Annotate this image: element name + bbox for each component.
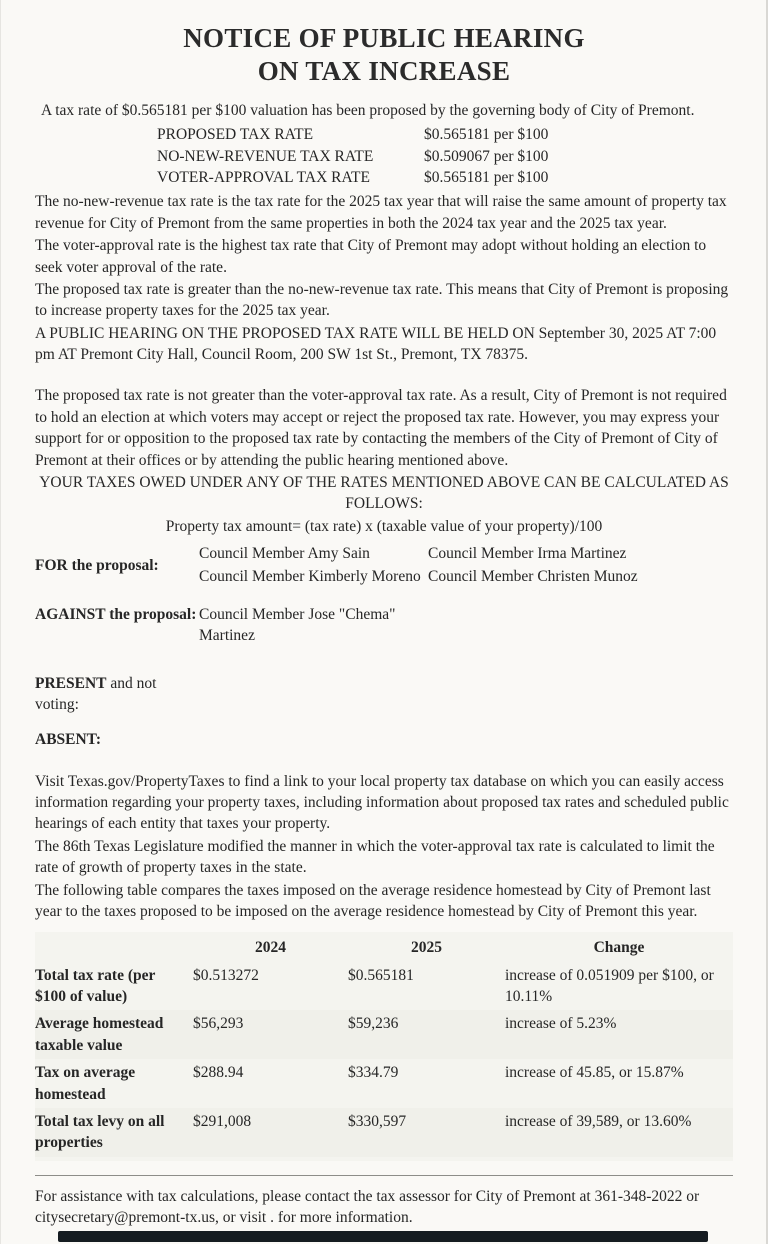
for-proposal-label: FOR the proposal: bbox=[35, 556, 159, 574]
table-row bbox=[35, 1010, 733, 1059]
row-label: Average homestead taxable value bbox=[35, 1015, 164, 1054]
header-2025: 2025 bbox=[411, 939, 442, 957]
info-paragraphs bbox=[35, 771, 733, 923]
table-header-row bbox=[35, 934, 733, 961]
for-proposal-block bbox=[35, 541, 733, 590]
header-2024: 2024 bbox=[255, 939, 286, 957]
document-title bbox=[35, 22, 733, 88]
rate-label: VOTER-APPROVAL TAX RATE bbox=[157, 169, 370, 186]
table-row bbox=[35, 1108, 733, 1157]
for-proposal-members bbox=[199, 541, 638, 590]
council-member-name: Council Member Kimberly Moreno bbox=[199, 568, 421, 586]
against-proposal-block bbox=[35, 604, 733, 647]
value-2024: $291,008 bbox=[193, 1112, 252, 1130]
against-proposal-members bbox=[199, 604, 395, 647]
paragraph-no-new-revenue: The no-new-revenue tax rate is the tax rate for the 2025 tax year that will raise the same amount of property tax revenue for City of Premont from the same properties in both the 2024 tax year and the 2025 tax year. bbox=[35, 193, 727, 232]
present-not-voting-block bbox=[35, 673, 185, 716]
paragraph-86th-legislature: The 86th Texas Legislature modified the manner in which the voter-approval tax rate is calculated to limit the rate of growth of property taxes in the state. bbox=[35, 837, 715, 877]
title-line-2: ON TAX INCREASE bbox=[257, 55, 511, 86]
paragraph-proposed-greater: The proposed tax rate is greater than the no-new-revenue tax rate. This means that City of Premont is proposing to increase property taxes for the 2025 tax year. bbox=[35, 280, 729, 320]
rate-value: $0.565181 per $100 bbox=[424, 126, 549, 144]
rate-value: $0.565181 per $100 bbox=[424, 169, 549, 186]
title-line-1: NOTICE OF PUBLIC HEARING bbox=[183, 23, 585, 53]
value-change: increase of 5.23% bbox=[505, 1015, 617, 1033]
row-label: Tax on average homestead bbox=[35, 1064, 136, 1103]
voter-approval-tax-rate-row bbox=[157, 167, 733, 188]
present-rest: and not voting: bbox=[35, 674, 157, 713]
paragraph-voter-approval: The voter-approval rate is the highest tax rate that City of Premont may adopt without holding an election to seek voter approval of the rate. bbox=[35, 237, 707, 276]
council-member-name: Martinez bbox=[199, 627, 255, 645]
proposed-tax-rate-row bbox=[157, 124, 733, 145]
council-member-name: Council Member Irma Martinez bbox=[428, 545, 627, 562]
against-proposal-label: AGAINST the proposal: bbox=[35, 605, 197, 623]
council-member-name: Council Member Jose "Chema" bbox=[199, 605, 396, 623]
value-2024: $288.94 bbox=[193, 1064, 244, 1082]
no-new-revenue-tax-rate-row bbox=[157, 146, 733, 167]
table-row bbox=[35, 1059, 733, 1108]
row-label: Total tax levy on all properties bbox=[35, 1112, 165, 1152]
value-2025: $59,236 bbox=[348, 1015, 399, 1033]
for-members-row bbox=[199, 543, 638, 564]
value-change: increase of 39,589, or 13.60% bbox=[505, 1112, 692, 1130]
value-2025: $0.565181 bbox=[348, 966, 414, 984]
absent-label: ABSENT: bbox=[35, 731, 102, 749]
header-change: Change bbox=[593, 939, 645, 957]
table-row bbox=[35, 962, 733, 1011]
paragraph-property-tax-database: Visit Texas.gov/PropertyTaxes to find a link to your local property tax database on which you can easily access information regarding your property taxes, including information about proposed tax rates and scheduled public hearings of each entity that taxes your property. bbox=[35, 772, 729, 833]
value-2024: $0.513272 bbox=[193, 966, 259, 984]
value-2024: $56,293 bbox=[193, 1015, 244, 1033]
value-2025: $334.79 bbox=[348, 1064, 399, 1082]
row-label: Total tax rate (per $100 of value) bbox=[35, 966, 156, 1005]
tax-comparison-table bbox=[35, 932, 733, 1160]
assistance-footer: For assistance with tax calculations, please contact the tax assessor for City of Premont at 361-348-2022 or citysecretary@premont-tx.us, or visit . for more information. bbox=[35, 1175, 733, 1229]
absent-block bbox=[35, 729, 733, 750]
paragraph-table-intro: The following table compares the taxes imposed on the average residence homestead by City of Premont last year to the taxes proposed to be imposed on the average residence homestead by City of Premont this year. bbox=[35, 881, 711, 920]
present-label: PRESENT bbox=[35, 674, 107, 692]
for-members-row bbox=[199, 566, 638, 587]
calc-formula: Property tax amount= (tax rate) x (taxable value of your property)/100 bbox=[165, 517, 603, 535]
tax-rates-block bbox=[157, 124, 733, 188]
value-change: increase of 0.051909 per $100, or 10.11% bbox=[505, 966, 714, 1005]
scan-edge-artifact bbox=[58, 1231, 708, 1242]
paragraph-public-hearing: A PUBLIC HEARING ON THE PROPOSED TAX RATE WILL BE HELD ON September 30, 2025 AT 7:00 pm AT Premont City Hall, Council Room, 200 SW 1st St., Premont, TX 78375. bbox=[35, 324, 717, 363]
rate-label: PROPOSED TAX RATE bbox=[157, 126, 314, 144]
intro-paragraph: A tax rate of $0.565181 per $100 valuation has been proposed by the governing body of City of Premont. bbox=[41, 101, 695, 119]
value-change: increase of 45.85, or 15.87% bbox=[505, 1064, 684, 1082]
council-member-name: Council Member Christen Munoz bbox=[428, 568, 638, 586]
paragraph-no-election: The proposed tax rate is not greater than the voter-approval tax rate. As a result, City of Premont is not required to hold an election at which voters may accept or reject the proposed tax rate. However, you may express your support for or opposition to the proposed tax rate by contacting the members of the City of Premont of City of Premont at their offices or by attending the public hearing mentioned above. bbox=[35, 387, 727, 469]
rate-value: $0.509067 per $100 bbox=[424, 147, 549, 165]
value-2025: $330,597 bbox=[348, 1112, 407, 1130]
rate-label: NO-NEW-REVENUE TAX RATE bbox=[157, 147, 374, 165]
calc-heading: YOUR TAXES OWED UNDER ANY OF THE RATES MENTIONED ABOVE CAN BE CALCULATED AS FOLLOWS: bbox=[39, 473, 729, 513]
council-member-name: Council Member Amy Sain bbox=[199, 545, 370, 562]
